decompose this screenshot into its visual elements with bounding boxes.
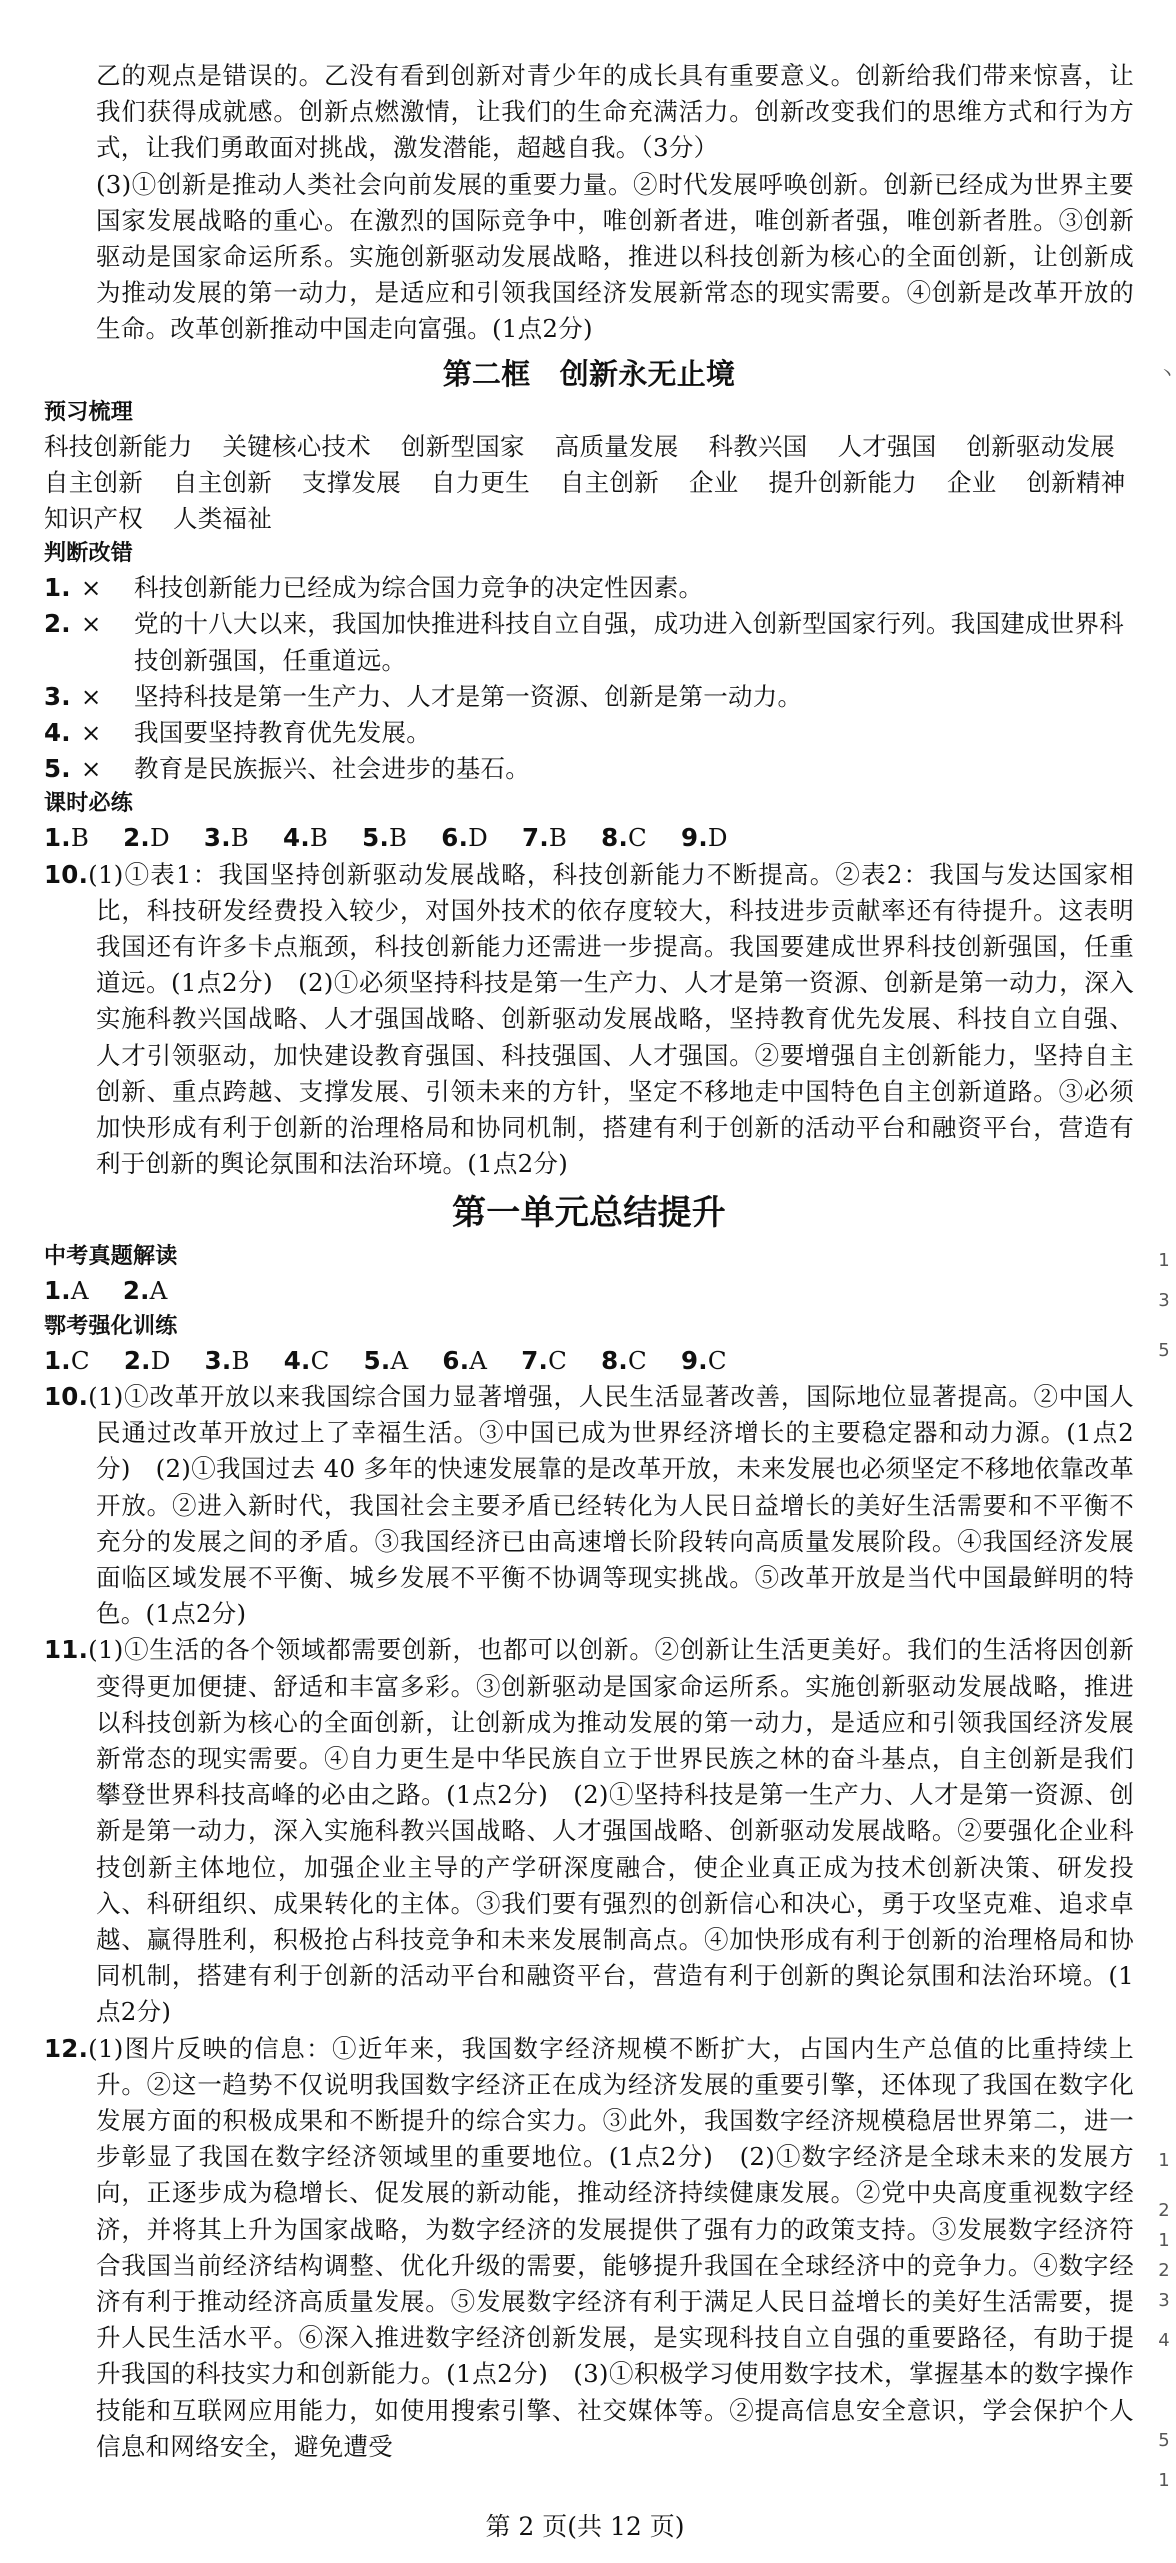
keyword: 自主创新 <box>560 467 659 497</box>
item-number: 1. <box>44 573 71 603</box>
item-number: 2. <box>122 1276 150 1306</box>
item-number: 7. <box>521 1345 549 1375</box>
wrong-mark: × <box>80 754 102 784</box>
choice-answer <box>124 1343 171 1379</box>
drill-heading: 鄂考强化训练 <box>44 1313 178 1339</box>
answer-letter: C <box>627 1345 647 1375</box>
choice-answer <box>601 1343 647 1379</box>
item-number: 1. <box>44 1276 71 1306</box>
judge-item <box>44 606 1134 678</box>
judge-marker <box>44 679 134 715</box>
judge-item <box>44 679 1134 715</box>
keyword: 企业 <box>689 467 739 497</box>
margin-fragment: 4 <box>1158 2330 1170 2351</box>
item-number: 4. <box>44 718 71 748</box>
item-number: 4. <box>283 1345 311 1375</box>
choice-answer <box>601 820 647 856</box>
correction-text: 党的十八大以来，我国加快推进科技自立自强，成功进入创新型国家行列。我国建成世界科技创新强国，任重道远。 <box>134 609 1124 675</box>
answer-letter: D <box>468 823 489 853</box>
choice-answer <box>123 820 170 856</box>
wrong-mark: × <box>80 609 102 639</box>
question-number: 10. <box>44 859 89 889</box>
margin-fragment: 丶 <box>1158 364 1176 385</box>
item-number: 8. <box>601 1345 628 1375</box>
choice-answer <box>522 820 567 856</box>
answer-letter: B <box>70 823 90 853</box>
item-number: 9. <box>680 1345 708 1375</box>
answer-letter: B <box>230 823 250 853</box>
choice-answer <box>442 1343 487 1379</box>
exam-answers <box>44 1273 1134 1309</box>
judge-marker <box>44 570 134 606</box>
choice-answer <box>205 1343 250 1379</box>
answer-letter: B <box>309 823 329 853</box>
preview-heading: 预习梳理 <box>44 399 134 425</box>
margin-fragment: 1 <box>1158 2470 1170 2491</box>
class-practice-heading: 课时必练 <box>44 791 134 817</box>
exam-heading: 中考真题解读 <box>44 1244 178 1270</box>
choice-answer <box>441 820 488 856</box>
item-number: 1. <box>44 823 71 853</box>
wrong-mark: × <box>80 573 102 603</box>
judge-marker <box>44 715 134 751</box>
item-number: 6. <box>442 1345 470 1375</box>
correction-text: 我国要坚持教育优先发展。 <box>134 718 431 748</box>
keyword: 创新驱动发展 <box>966 431 1115 461</box>
unit-question-12-answer <box>44 2031 1134 2465</box>
answer-letter: A <box>390 1345 409 1375</box>
correction-text: 教育是民族振兴、社会进步的基石。 <box>134 754 530 784</box>
drill-choice-answers <box>44 1343 1134 1379</box>
question-number: 10. <box>44 1381 89 1411</box>
choice-answer <box>681 820 728 856</box>
page-content <box>44 58 1134 2465</box>
item-number: 5. <box>363 1345 391 1375</box>
correction-text: 坚持科技是第一生产力、人才是第一资源、创新是第一动力。 <box>134 681 803 711</box>
item-number: 2. <box>44 609 71 639</box>
item-number: 5. <box>362 823 389 853</box>
judge-marker <box>44 751 134 787</box>
unit-question-11-answer <box>44 1632 1134 2030</box>
item-number: 3. <box>203 823 231 853</box>
answer-letter: B <box>548 823 568 853</box>
keyword: 创新型国家 <box>401 431 525 461</box>
question-10-answer <box>44 857 1134 1183</box>
judge-item <box>44 715 1134 751</box>
question-number: 12. <box>44 2033 89 2063</box>
item-number: 3. <box>204 1345 232 1375</box>
keyword: 人才强国 <box>837 431 937 461</box>
margin-fragment: 3 <box>1158 2290 1170 2311</box>
margin-fragment: 2 <box>1158 2200 1170 2221</box>
choice-answer <box>284 1343 330 1379</box>
margin-fragment: 1 <box>1158 1250 1170 1271</box>
answer-letter: B <box>231 1345 250 1375</box>
item-number: 9. <box>681 823 708 853</box>
judge-item <box>44 751 1134 787</box>
answer-letter: C <box>310 1345 330 1375</box>
keyword: 科教兴国 <box>708 431 808 461</box>
intro-paragraph-2: (3)①创新是推动人类社会向前发展的重要力量。②时代发展呼唤创新。创新已经成为世界主要国家发展战略的重心。在激烈的国际竞争中，唯创新者进，唯创新者强，唯创新者胜。③创新驱动是国家命运所系。实施创新驱动发展战略，推进以科技创新为核心的全面创新，让创新成为推动发展的第一动力，是适应和引领我国经济发展新常态的现实需要。④创新是改革开放的生命。改革创新推动中国走向富强。(1点2分) <box>96 169 1134 344</box>
section-title: 第二框 创新永无止境 <box>442 356 736 391</box>
keyword: 科技创新能力 <box>44 431 193 461</box>
answer-letter: C <box>548 1345 568 1375</box>
keyword: 知识产权 <box>44 504 143 534</box>
answer-letter: D <box>149 823 170 853</box>
question-number: 11. <box>44 1635 89 1665</box>
choice-answer <box>44 1343 90 1379</box>
choice-answer <box>44 1273 89 1309</box>
margin-fragment: 1 <box>1158 2150 1170 2171</box>
answer-letter: B <box>389 823 408 853</box>
margin-fragment: 2 <box>1158 2260 1170 2281</box>
judge-list <box>44 570 1134 787</box>
intro-paragraph-1: 乙的观点是错误的。乙没有看到创新对青少年的成长具有重要意义。创新给我们带来惊喜，让我们获得成就感。创新点燃激情，让我们的生命充满活力。创新改变我们的思维方式和行为方式，让我们勇敢面对挑战，激发潜能，超越自我。（3分） <box>96 61 1134 163</box>
answer-letter: A <box>469 1345 488 1375</box>
keyword: 企业 <box>947 467 997 497</box>
item-number: 2. <box>123 823 150 853</box>
answer-letter: C <box>628 823 648 853</box>
keyword: 提升创新能力 <box>768 467 917 497</box>
answer-letter: C <box>70 1345 90 1375</box>
keyword: 自力更生 <box>431 467 530 497</box>
answer-letter: C <box>707 1345 727 1375</box>
wrong-mark: × <box>80 681 102 711</box>
choice-answer <box>521 1343 567 1379</box>
item-number: 2. <box>123 1345 151 1375</box>
judge-marker <box>44 606 134 678</box>
item-number: 4. <box>283 823 310 853</box>
answer-text: (1)①表1：我国坚持创新驱动发展战略，科技创新能力不断提高。②表2：我国与发达国家相比，科技研发经费投入较少，对国外技术的依存度较大，科技进步贡献率还有待提升。这表明我国还有许多卡点瓶颈，科技创新能力还需进一步提高。我国要建成世界科技创新强国，任重道远。(1点2分) (2)①必须坚持科技是第一生产力、人才是第一资源、创新是第一动力，深入实施科教兴国战略、人才强国战略、创新驱动发展战略，坚持教育优先发展、科技自立自强、人才引领驱动，加快建设教育强国、科技强国、人才强国。②要增强自主创新能力，坚持自主创新、重点跨越、支撑发展、引领未来的方针，坚定不移地走中国特色自主创新道路。③必须加快形成有利于创新的治理格局和协同机制，搭建有利于创新的活动平台和融资平台，营造有利于创新的舆论氛围和法治环境。(1点2分) <box>88 859 1134 1179</box>
choice-answers <box>44 820 1134 856</box>
choice-answer <box>364 1343 409 1379</box>
answer-text: (1)①生活的各个领域都需要创新，也都可以创新。②创新让生活更美好。我们的生活将因创新变得更加便捷、舒适和丰富多彩。③创新驱动是国家命运所系。实施创新驱动发展战略，推进以科技创新为核心的全面创新，让创新成为推动发展的第一动力，是适应和引领我国经济发展新常态的现实需要。④自力更生是中华民族自立于世界民族之林的奋斗基点，自主创新是我们攀登世界科技高峰的必由之路。(1点2分) (2)①坚持科技是第一生产力、人才是第一资源、创新是第一动力，深入实施科教兴国战略、人才强国战略、创新驱动发展战略。②要强化企业科技创新主体地位，加强企业主导的产学研深度融合，使企业真正成为技术创新决策、研发投入、科研组织、成果转化的主体。③我们要有强烈的创新信心和决心，勇于攻坚克难、追求卓越、赢得胜利，积极抢占科技竞争和未来发展制高点。④加快形成有利于创新的治理格局和协同机制，搭建有利于创新的活动平台和融资平台，营造有利于创新的舆论氛围和法治环境。(1点2分) <box>88 1635 1134 2027</box>
margin-fragment: 5 <box>1158 2430 1170 2451</box>
page-footer: 第 2 页(共 12 页) <box>485 2512 685 2541</box>
answer-letter: D <box>150 1345 171 1375</box>
answer-text: (1)图片反映的信息：①近年来，我国数字经济规模不断扩大，占国内生产总值的比重持续上升。②这一趋势不仅说明我国数字经济正在成为经济发展的重要引擎，还体现了我国在数字化发展方面的积极成果和不断提升的综合实力。③此外，我国数字经济规模稳居世界第二，进一步彰显了我国在数字经济领域里的重要地位。(1点2分) (2)①数字经济是全球未来的发展方向，正逐步成为稳增长、促发展的新动能，推动经济持续健康发展。②党中央高度重视数字经济，并将其上升为国家战略，为数字经济的发展提供了强有力的政策支持。③发展数字经济符合我国当前经济结构调整、优化升级的需要，能够提升我国在全球经济中的竞争力。④数字经济有利于推动经济高质量发展。⑤发展数字经济有利于满足人民日益增长的美好生活需要，提升人民生活水平。⑥深入推进数字经济创新发展，是实现科技自立自强的重要路径，有助于提升我国的科技实力和创新能力。(1点2分) (3)①积极学习使用数字技术，掌握基本的数字操作技能和互联网应用能力，如使用搜索引擎、社交媒体等。②提高信息安全意识，学会保护个人信息和网络安全，避免遭受 <box>88 2033 1134 2461</box>
answer-letter: A <box>149 1276 168 1306</box>
keyword: 自主创新 <box>44 467 143 497</box>
margin-fragment: 3 <box>1158 1290 1170 1311</box>
judge-item <box>44 570 1134 606</box>
keyword: 人类福祉 <box>173 504 272 534</box>
item-number: 6. <box>441 823 469 853</box>
answer-letter: A <box>70 1276 89 1306</box>
correction-text: 科技创新能力已经成为综合国力竞争的决定性因素。 <box>134 573 704 603</box>
item-number: 3. <box>44 681 71 711</box>
item-number: 1. <box>44 1345 71 1375</box>
keyword-list <box>44 429 1134 538</box>
keyword: 关键核心技术 <box>222 431 371 461</box>
choice-answer <box>123 1273 168 1309</box>
choice-answer <box>362 820 407 856</box>
unit-question-10-answer <box>44 1379 1134 1632</box>
answer-letter: D <box>707 823 728 853</box>
choice-answer <box>204 820 249 856</box>
margin-fragment: 1 <box>1158 2230 1170 2251</box>
judge-heading: 判断改错 <box>44 541 134 567</box>
item-number: 5. <box>44 754 71 784</box>
keyword: 高质量发展 <box>554 431 679 461</box>
choice-answer <box>44 820 89 856</box>
item-number: 8. <box>601 823 629 853</box>
keyword: 创新精神 <box>1026 467 1126 497</box>
choice-answer <box>681 1343 727 1379</box>
unit-summary-title: 第一单元总结提升 <box>452 1193 726 1234</box>
margin-fragment: 5 <box>1158 1340 1170 1361</box>
wrong-mark: × <box>80 718 102 748</box>
keyword: 支撑发展 <box>302 467 401 497</box>
item-number: 7. <box>522 823 549 853</box>
choice-answer <box>283 820 328 856</box>
answer-text: (1)①改革开放以来我国综合国力显著增强，人民生活显著改善，国际地位显著提高。②中国人民通过改革开放过上了幸福生活。③中国已成为世界经济增长的主要稳定器和动力源。(1点2分) (2)①我国过去 40 多年的快速发展靠的是改革开放，未来发展也必须坚定不移地依靠改革开放。②进入新时代，我国社会主要矛盾已经转化为人民日益增长的美好生活需要和不平衡不充分的发展之间的矛盾。③我国经济已由高速增长阶段转向高质量发展阶段。④我国经济发展面临区域发展不平衡、城乡发展不平衡不协调等现实挑战。⑤改革开放是当代中国最鲜明的特色。(1点2分) <box>88 1381 1134 1629</box>
keyword: 自主创新 <box>173 467 272 497</box>
